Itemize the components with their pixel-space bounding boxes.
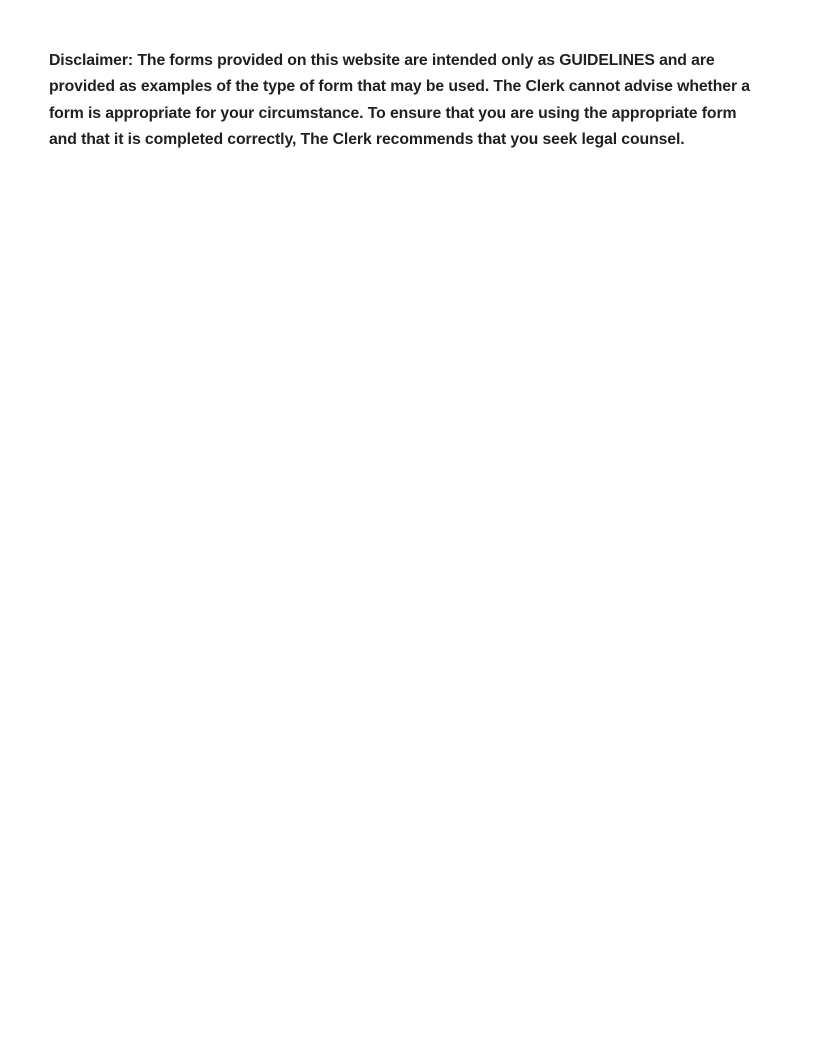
disclaimer-paragraph: Disclaimer: The forms provided on this website are intended only as GUIDELINES and are provided as examples of the type of form that may be used. The Clerk cannot advise whether a form is appropriate for your circumstance. To ensure that you are using the appropriate form and that it is completed correctly, The Clerk recommends that you seek legal counsel. — [49, 52, 750, 148]
